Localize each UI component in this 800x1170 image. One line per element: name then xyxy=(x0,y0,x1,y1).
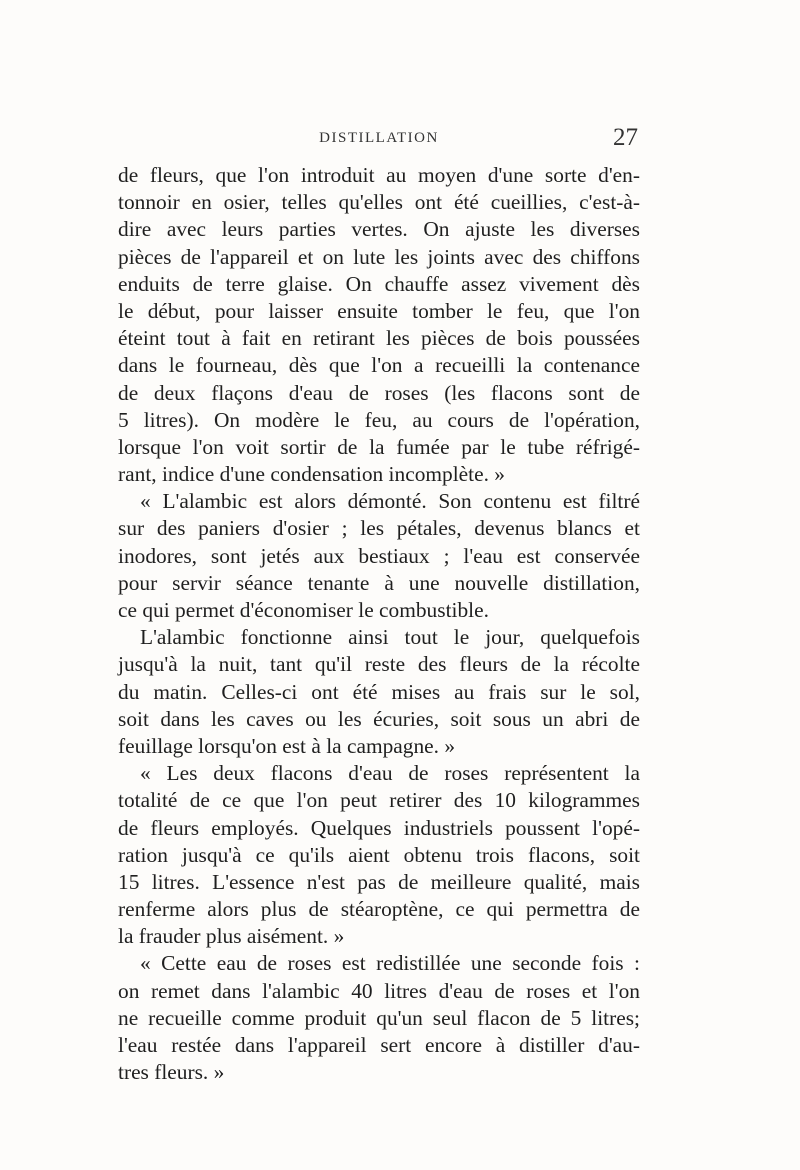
text-line: la frauder plus aisément. » xyxy=(118,924,345,949)
text-line: enduits de terre glaise. On chauffe assez vivement dès xyxy=(118,271,640,296)
text-line: ration jusqu'à ce qu'ils aient obtenu trois flacons, soit xyxy=(118,842,640,867)
text-line: ne recueille comme produit qu'un seul flacon de 5 litres; xyxy=(118,1005,640,1030)
paragraph xyxy=(118,624,640,760)
text-line: rant, indice d'une condensation incomplète. » xyxy=(118,462,505,487)
text-line: dire avec leurs parties vertes. On ajuste les diverses xyxy=(118,217,640,242)
text-line: renferme alors plus de stéaroptène, ce qui permettra de xyxy=(118,897,640,922)
text-line: jusqu'à la nuit, tant qu'il reste des fleurs de la récolte xyxy=(118,652,640,677)
paragraph xyxy=(118,488,640,624)
text-line: totalité de ce que l'on peut retirer des 10 kilogrammes xyxy=(118,788,640,813)
text-line: pièces de l'appareil et on lute les joints avec des chiffons xyxy=(118,244,640,269)
text-line: dans le fourneau, dès que l'on a recueilli la contenance xyxy=(118,353,640,378)
text-line: de fleurs, que l'on introduit au moyen d'une sorte d'en- xyxy=(118,163,640,187)
text-line: pour servir séance tenante à une nouvelle distillation, xyxy=(118,570,640,595)
paragraph xyxy=(118,162,640,488)
text-line: de fleurs employés. Quelques industriels poussent l'opé- xyxy=(118,815,640,840)
paragraph xyxy=(118,760,640,950)
text-line: 5 litres). On modère le feu, au cours de l'opération, xyxy=(118,407,640,432)
text-line: « Les deux flacons d'eau de roses représentent la xyxy=(140,761,640,786)
text-line: sur des paniers d'osier ; les pétales, devenus blancs et xyxy=(118,516,640,541)
text-line: lorsque l'on voit sortir de la fumée par le tube réfrigé- xyxy=(118,434,640,459)
text-line: 15 litres. L'essence n'est pas de meilleure qualité, mais xyxy=(118,869,640,894)
text-line: L'alambic fonctionne ainsi tout le jour, quelquefois xyxy=(140,625,640,650)
text-line: ce qui permet d'économiser le combustible. xyxy=(118,598,489,622)
text-line: on remet dans l'alambic 40 litres d'eau de roses et l'on xyxy=(118,978,640,1003)
text-line: tres fleurs. » xyxy=(118,1060,225,1085)
running-head: DISTILLATION xyxy=(319,130,439,146)
text-line: du matin. Celles-ci ont été mises au frais sur le sol, xyxy=(118,679,640,704)
body-text xyxy=(118,162,640,1086)
paragraph xyxy=(118,950,640,1086)
text-line: le début, pour laisser ensuite tomber le feu, que l'on xyxy=(118,298,640,323)
text-line: de deux flaçons d'eau de roses (les flacons sont de xyxy=(118,380,640,405)
text-line: l'eau restée dans l'appareil sert encore à distiller d'au- xyxy=(118,1033,640,1057)
text-line: inodores, sont jetés aux bestiaux ; l'eau est conservée xyxy=(118,543,640,568)
text-line: éteint tout à fait en retirant les pièces de bois poussées xyxy=(118,326,640,351)
text-line: tonnoir en osier, telles qu'elles ont été cueillies, c'est-à- xyxy=(118,190,640,215)
text-line: « L'alambic est alors démonté. Son contenu est filtré xyxy=(140,489,640,514)
text-line: feuillage lorsqu'on est à la campagne. » xyxy=(118,733,456,758)
page-number: 27 xyxy=(613,124,638,151)
text-line: « Cette eau de roses est redistillée une seconde fois : xyxy=(140,951,640,976)
text-line: soit dans les caves ou les écuries, soit sous un abri de xyxy=(118,706,640,731)
page-header xyxy=(118,124,640,154)
